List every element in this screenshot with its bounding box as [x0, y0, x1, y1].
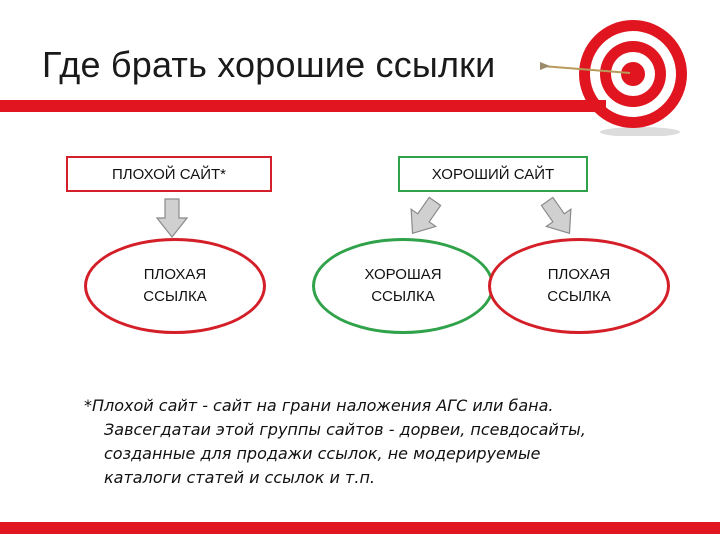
- footnote-line: каталоги статей и ссылок и т.п.: [104, 468, 375, 487]
- footnote-line: *Плохой сайт - сайт на грани наложения АГС или бана.: [84, 396, 554, 415]
- slide-title: Где брать хорошие ссылки: [42, 44, 496, 85]
- arrow-down-right-icon: [538, 196, 578, 238]
- good-link-oval: ХОРОШАЯ ССЫЛКА: [312, 238, 494, 334]
- bad-link-oval: ПЛОХАЯ ССЫЛКА: [84, 238, 266, 334]
- arrow-down-left-icon: [404, 196, 444, 238]
- footnote: [84, 394, 684, 490]
- good-site-box: ХОРОШИЙ САЙТ: [398, 156, 588, 192]
- footer-bar: [0, 522, 720, 534]
- footnote-line: Завсегдатаи этой группы сайтов - дорвеи, псевдосайты,: [104, 420, 586, 439]
- bad-link-oval-2: ПЛОХАЯ ССЫЛКА: [488, 238, 670, 334]
- footnote-line: созданные для продажи ссылок, не модерируемые: [104, 444, 541, 463]
- bad-site-box: ПЛОХОЙ САЙТ*: [66, 156, 272, 192]
- title-underline-bar: [0, 100, 606, 112]
- arrow-down-icon: [156, 198, 188, 238]
- target-icon: [540, 18, 720, 136]
